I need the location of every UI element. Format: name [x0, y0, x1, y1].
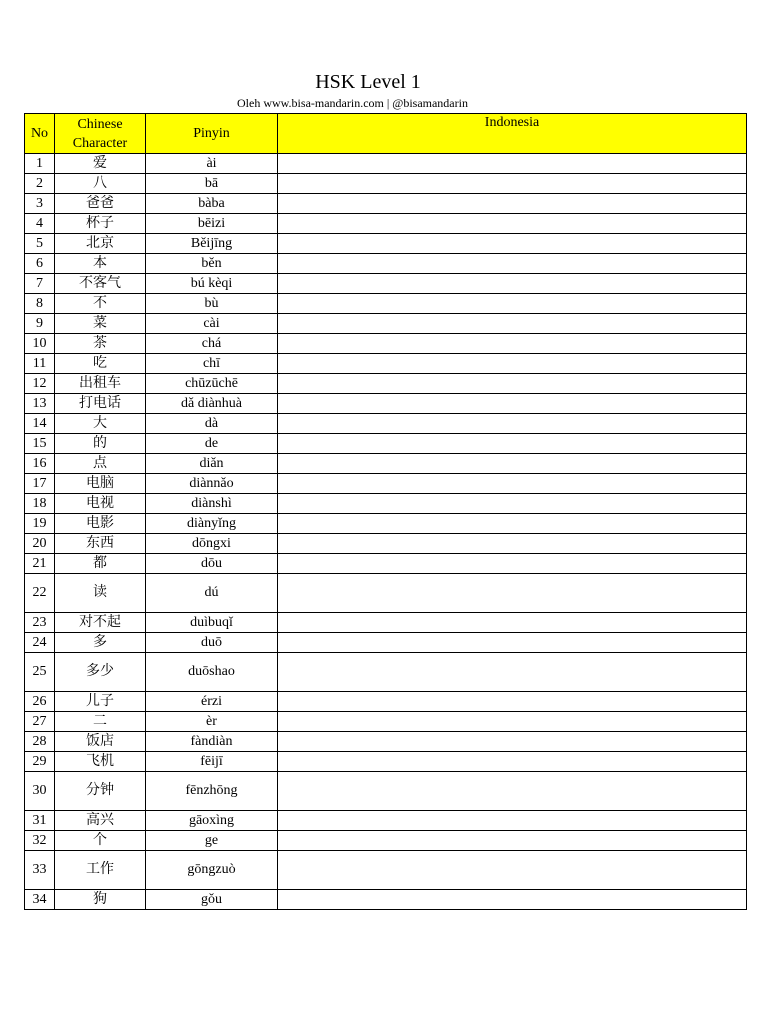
- cell-character: 大: [55, 414, 146, 434]
- cell-character: 菜: [55, 314, 146, 334]
- cell-character: 出租车: [55, 374, 146, 394]
- table-row: [25, 394, 747, 414]
- cell-indonesia: [278, 851, 747, 890]
- cell-no: 34: [25, 890, 55, 910]
- cell-character: 爸爸: [55, 194, 146, 214]
- table-row: [25, 154, 747, 174]
- cell-no: 7: [25, 274, 55, 294]
- cell-indonesia: [278, 394, 747, 414]
- cell-no: 30: [25, 772, 55, 811]
- cell-character: 分钟: [55, 772, 146, 811]
- cell-no: 31: [25, 811, 55, 831]
- page-title: HSK Level 1: [315, 71, 421, 93]
- table-row: [25, 554, 747, 574]
- cell-character: 打电话: [55, 394, 146, 414]
- cell-indonesia: [278, 354, 747, 374]
- cell-no: 4: [25, 214, 55, 234]
- table-row: [25, 514, 747, 534]
- cell-no: 24: [25, 633, 55, 653]
- cell-indonesia: [278, 334, 747, 354]
- cell-indonesia: [278, 414, 747, 434]
- cell-pinyin: fēijī: [146, 752, 278, 772]
- cell-indonesia: [278, 194, 747, 214]
- cell-pinyin: dǎ diànhuà: [146, 394, 278, 414]
- table-row: [25, 334, 747, 354]
- cell-pinyin: érzi: [146, 692, 278, 712]
- cell-no: 5: [25, 234, 55, 254]
- cell-indonesia: [278, 254, 747, 274]
- cell-indonesia: [278, 574, 747, 613]
- cell-character: 多少: [55, 653, 146, 692]
- cell-character: 飞机: [55, 752, 146, 772]
- table-row: [25, 254, 747, 274]
- table-row: [25, 772, 747, 811]
- cell-pinyin: diǎn: [146, 454, 278, 474]
- cell-no: 28: [25, 732, 55, 752]
- cell-no: 16: [25, 454, 55, 474]
- cell-pinyin: gāoxìng: [146, 811, 278, 831]
- cell-indonesia: [278, 154, 747, 174]
- cell-no: 22: [25, 574, 55, 613]
- cell-indonesia: [278, 613, 747, 633]
- table-row: [25, 314, 747, 334]
- cell-pinyin: bú kèqi: [146, 274, 278, 294]
- cell-indonesia: [278, 514, 747, 534]
- cell-no: 10: [25, 334, 55, 354]
- cell-indonesia: [278, 314, 747, 334]
- cell-pinyin: bā: [146, 174, 278, 194]
- table-body: [25, 154, 747, 910]
- cell-pinyin: duōshao: [146, 653, 278, 692]
- cell-no: 26: [25, 692, 55, 712]
- cell-pinyin: chūzūchē: [146, 374, 278, 394]
- cell-indonesia: [278, 811, 747, 831]
- cell-indonesia: [278, 294, 747, 314]
- table-row: [25, 831, 747, 851]
- cell-pinyin: běn: [146, 254, 278, 274]
- cell-no: 25: [25, 653, 55, 692]
- cell-indonesia: [278, 633, 747, 653]
- cell-pinyin: chī: [146, 354, 278, 374]
- cell-character: 的: [55, 434, 146, 454]
- cell-character: 个: [55, 831, 146, 851]
- cell-pinyin: de: [146, 434, 278, 454]
- table-row: [25, 732, 747, 752]
- cell-indonesia: [278, 692, 747, 712]
- column-header-no: No: [25, 114, 55, 154]
- cell-indonesia: [278, 174, 747, 194]
- cell-pinyin: dōu: [146, 554, 278, 574]
- cell-no: 20: [25, 534, 55, 554]
- page-subtitle: Oleh www.bisa-mandarin.com | @bisamandarin: [237, 96, 468, 110]
- cell-no: 13: [25, 394, 55, 414]
- cell-pinyin: diànnǎo: [146, 474, 278, 494]
- table-row: [25, 434, 747, 454]
- cell-no: 14: [25, 414, 55, 434]
- column-header-indonesia: Indonesia: [278, 114, 747, 154]
- cell-pinyin: dōngxi: [146, 534, 278, 554]
- cell-no: 6: [25, 254, 55, 274]
- cell-character: 本: [55, 254, 146, 274]
- cell-pinyin: èr: [146, 712, 278, 732]
- table-header-row: [25, 114, 747, 154]
- cell-no: 17: [25, 474, 55, 494]
- cell-no: 8: [25, 294, 55, 314]
- cell-pinyin: fēnzhōng: [146, 772, 278, 811]
- table-row: [25, 633, 747, 653]
- column-header-pinyin: Pinyin: [146, 114, 278, 154]
- table-row: [25, 454, 747, 474]
- table-row: [25, 534, 747, 554]
- cell-character: 狗: [55, 890, 146, 910]
- cell-indonesia: [278, 474, 747, 494]
- table-row: [25, 474, 747, 494]
- table-row: [25, 613, 747, 633]
- table-row: [25, 174, 747, 194]
- table-row: [25, 294, 747, 314]
- cell-pinyin: duìbuqǐ: [146, 613, 278, 633]
- cell-indonesia: [278, 772, 747, 811]
- table-row: [25, 194, 747, 214]
- cell-indonesia: [278, 890, 747, 910]
- cell-indonesia: [278, 534, 747, 554]
- cell-character: 北京: [55, 234, 146, 254]
- cell-character: 对不起: [55, 613, 146, 633]
- cell-pinyin: chá: [146, 334, 278, 354]
- cell-pinyin: ge: [146, 831, 278, 851]
- table-row: [25, 214, 747, 234]
- table-row: [25, 712, 747, 732]
- cell-character: 不: [55, 294, 146, 314]
- cell-no: 29: [25, 752, 55, 772]
- cell-character: 不客气: [55, 274, 146, 294]
- cell-pinyin: bàba: [146, 194, 278, 214]
- cell-no: 32: [25, 831, 55, 851]
- cell-character: 都: [55, 554, 146, 574]
- table-row: [25, 374, 747, 394]
- table-row: [25, 752, 747, 772]
- cell-no: 12: [25, 374, 55, 394]
- cell-no: 19: [25, 514, 55, 534]
- cell-pinyin: bù: [146, 294, 278, 314]
- cell-pinyin: gǒu: [146, 890, 278, 910]
- cell-indonesia: [278, 732, 747, 752]
- cell-character: 饭店: [55, 732, 146, 752]
- cell-character: 东西: [55, 534, 146, 554]
- table-row: [25, 811, 747, 831]
- cell-no: 3: [25, 194, 55, 214]
- cell-no: 2: [25, 174, 55, 194]
- column-header-character: Chinese Character: [55, 114, 146, 154]
- cell-character: 电影: [55, 514, 146, 534]
- cell-no: 21: [25, 554, 55, 574]
- table-row: [25, 574, 747, 613]
- cell-no: 15: [25, 434, 55, 454]
- cell-indonesia: [278, 752, 747, 772]
- cell-no: 23: [25, 613, 55, 633]
- table-row: [25, 692, 747, 712]
- cell-character: 电脑: [55, 474, 146, 494]
- vocabulary-table: [24, 113, 747, 910]
- table-row: [25, 274, 747, 294]
- cell-character: 杯子: [55, 214, 146, 234]
- cell-pinyin: diànyǐng: [146, 514, 278, 534]
- table-row: [25, 851, 747, 890]
- cell-character: 八: [55, 174, 146, 194]
- cell-character: 爱: [55, 154, 146, 174]
- table-row: [25, 414, 747, 434]
- cell-indonesia: [278, 274, 747, 294]
- cell-indonesia: [278, 454, 747, 474]
- cell-pinyin: cài: [146, 314, 278, 334]
- cell-indonesia: [278, 374, 747, 394]
- cell-pinyin: ài: [146, 154, 278, 174]
- cell-indonesia: [278, 712, 747, 732]
- cell-pinyin: bēizi: [146, 214, 278, 234]
- table-row: [25, 494, 747, 514]
- cell-indonesia: [278, 494, 747, 514]
- cell-indonesia: [278, 434, 747, 454]
- cell-character: 二: [55, 712, 146, 732]
- cell-character: 工作: [55, 851, 146, 890]
- cell-indonesia: [278, 831, 747, 851]
- cell-indonesia: [278, 234, 747, 254]
- cell-no: 9: [25, 314, 55, 334]
- cell-pinyin: dú: [146, 574, 278, 613]
- cell-pinyin: gōngzuò: [146, 851, 278, 890]
- cell-character: 电视: [55, 494, 146, 514]
- cell-character: 多: [55, 633, 146, 653]
- cell-character: 茶: [55, 334, 146, 354]
- table-row: [25, 653, 747, 692]
- table-row: [25, 890, 747, 910]
- cell-character: 儿子: [55, 692, 146, 712]
- cell-pinyin: Běijīng: [146, 234, 278, 254]
- table-row: [25, 234, 747, 254]
- cell-no: 33: [25, 851, 55, 890]
- cell-character: 吃: [55, 354, 146, 374]
- cell-indonesia: [278, 653, 747, 692]
- cell-indonesia: [278, 214, 747, 234]
- cell-character: 点: [55, 454, 146, 474]
- table-row: [25, 354, 747, 374]
- cell-no: 1: [25, 154, 55, 174]
- cell-pinyin: diànshì: [146, 494, 278, 514]
- cell-no: 18: [25, 494, 55, 514]
- cell-character: 高兴: [55, 811, 146, 831]
- cell-pinyin: fàndiàn: [146, 732, 278, 752]
- cell-pinyin: dà: [146, 414, 278, 434]
- cell-no: 27: [25, 712, 55, 732]
- cell-character: 读: [55, 574, 146, 613]
- cell-no: 11: [25, 354, 55, 374]
- cell-pinyin: duō: [146, 633, 278, 653]
- cell-indonesia: [278, 554, 747, 574]
